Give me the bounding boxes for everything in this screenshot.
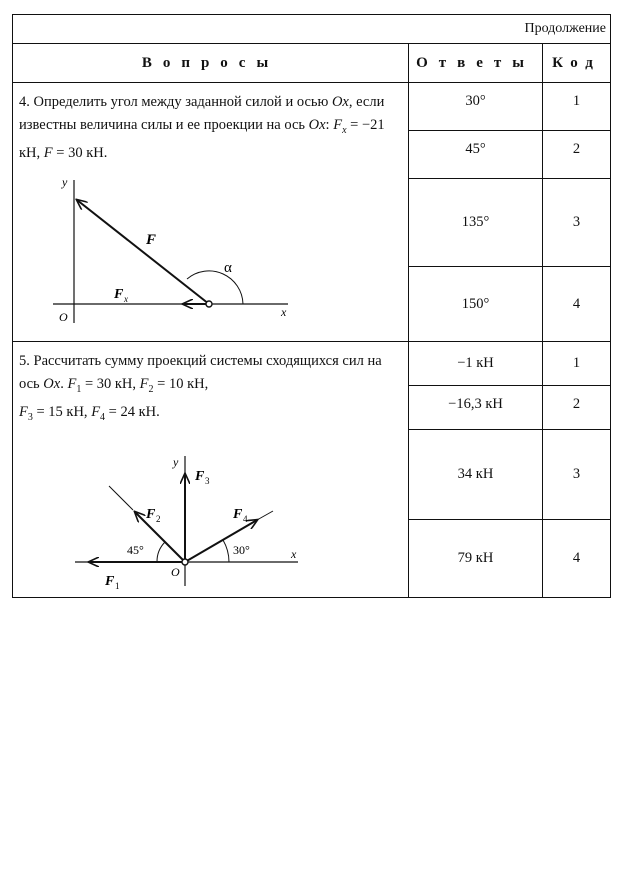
- question-4-text-part2: , если известны величина силы и ее проекции на ось: [19, 94, 385, 133]
- q5-label-f2: F: [146, 507, 156, 522]
- q5-code-3: 3: [543, 430, 611, 520]
- q5-label-y: y: [173, 455, 179, 469]
- q4-label-angle: α: [224, 260, 232, 276]
- q5-label-f1: F: [105, 574, 115, 589]
- question-5-cell: [13, 342, 409, 598]
- q5-code-2: 2: [543, 386, 611, 430]
- header-answers: Ответы: [409, 44, 543, 83]
- q5-answer-2[interactable]: −16,3 кН: [409, 386, 543, 430]
- question-4-diagram: [13, 151, 409, 341]
- q5-answer-1[interactable]: −1 кН: [409, 342, 543, 386]
- q5-angle-arc-left: [157, 542, 165, 562]
- q5-label-origin: O: [171, 565, 180, 579]
- q5-angle-arc-right: [223, 540, 229, 562]
- q5-label-angle-left: 45°: [127, 543, 144, 557]
- q5-label-angle-right: 30°: [233, 543, 250, 557]
- header-code: Код: [543, 44, 611, 83]
- q5-answer-4[interactable]: 79 кН: [409, 520, 543, 598]
- q4-answer-row-1: [13, 83, 611, 131]
- q4-answer-1[interactable]: 30°: [409, 83, 543, 131]
- q5-label-x: x: [291, 547, 297, 561]
- q4-code-1: 1: [543, 83, 611, 131]
- q4-label-x: x: [281, 305, 287, 319]
- q4-label-force: F: [146, 232, 157, 248]
- continuation-row: [13, 15, 611, 44]
- q5-origin-point: [182, 559, 188, 565]
- header-row: [13, 44, 611, 83]
- q5-answer-3[interactable]: 34 кН: [409, 430, 543, 520]
- q4-answer-4[interactable]: 150°: [409, 267, 543, 342]
- q5-label-f2-sub: 2: [156, 514, 161, 524]
- q5-code-4: 4: [543, 520, 611, 598]
- question-4-cell: [13, 83, 409, 342]
- q4-label-y: y: [62, 175, 68, 189]
- question-4-text: 4. Определить угол между заданной силой и осью Ox, если известны величина силы и ее проекции на ось Ox: $F_x = -21$ кН, F = 30 кН.: [19, 94, 385, 161]
- continuation-label: Продолжение: [13, 15, 611, 44]
- header-questions: Вопросы: [13, 44, 409, 83]
- question-4-text-part1: 4. Определить угол между заданной силой и осью: [19, 94, 332, 110]
- q4-angle-arc: [187, 271, 243, 304]
- q4-application-point: [206, 301, 212, 307]
- q4-label-projection-sub: x: [124, 294, 128, 304]
- q5-label-f3: F: [195, 469, 205, 484]
- q5-answer-row-1: [13, 342, 611, 386]
- q5-label-f4-sub: 4: [243, 514, 248, 524]
- q4-code-3: 3: [543, 179, 611, 267]
- q5-f2-line-extension: [109, 486, 133, 510]
- questions-table: [12, 14, 611, 598]
- q4-label-projection: F: [114, 287, 124, 302]
- q4-answer-2[interactable]: 45°: [409, 131, 543, 179]
- question-5-diagram: [13, 426, 409, 596]
- question-5-text: 5. Рассчитать сумму проекций системы сходящихся сил на ось Ox. $F_1 = 30$ кН, $F_2 = 10$ кН, $F_3 = 15$ кН, $F_4 = 24$ кН.: [19, 353, 382, 423]
- q5-label-f4: F: [233, 507, 243, 522]
- answer-sheet: [12, 14, 610, 598]
- q4-code-2: 2: [543, 131, 611, 179]
- q5-f4-line-extension: [257, 511, 273, 520]
- q5-label-f1-sub: 1: [115, 581, 120, 591]
- q5-label-f3-sub: 3: [205, 476, 210, 486]
- q4-code-4: 4: [543, 267, 611, 342]
- q4-answer-3[interactable]: 135°: [409, 179, 543, 267]
- q4-force-vector: [77, 200, 209, 304]
- q5-code-1: 1: [543, 342, 611, 386]
- q4-label-origin: O: [59, 310, 68, 324]
